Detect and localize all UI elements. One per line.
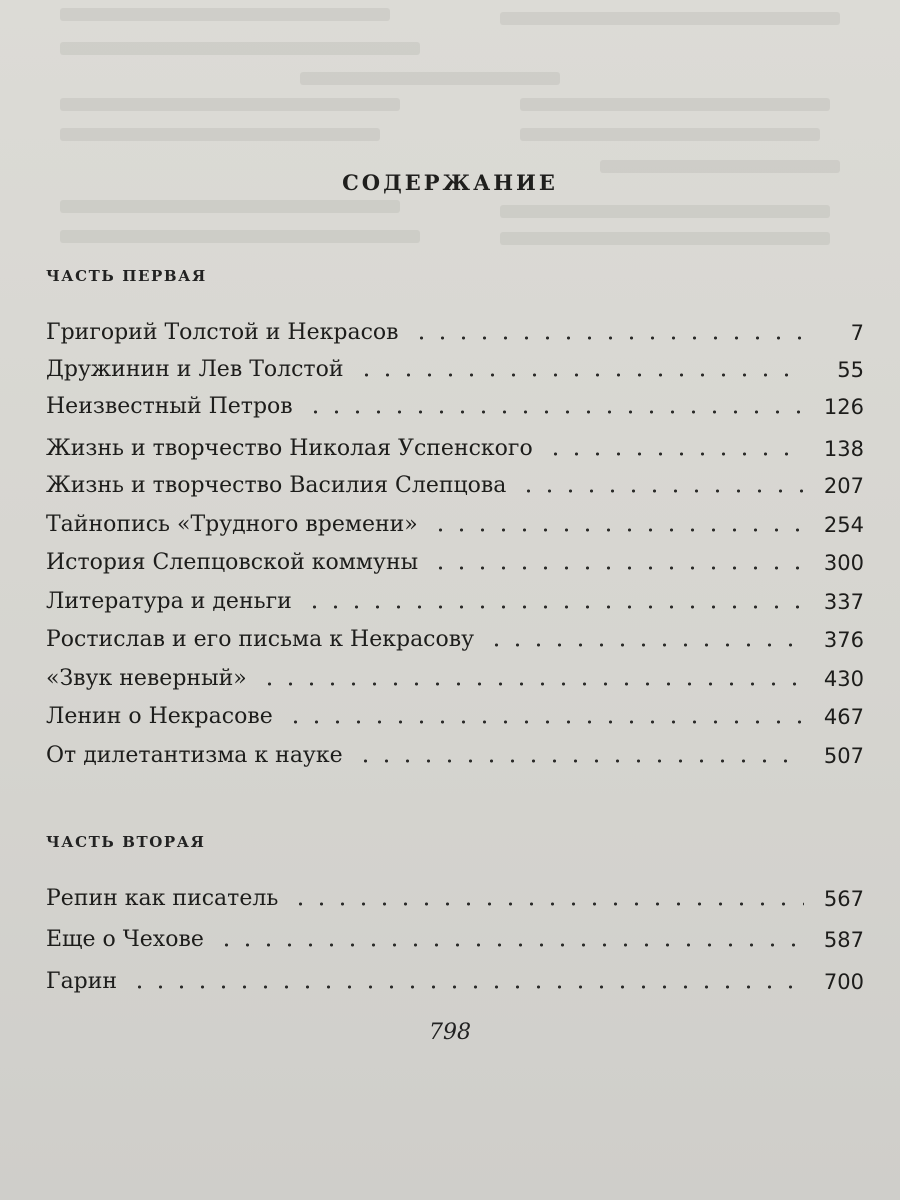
dot-leader <box>349 756 804 766</box>
dot-leader <box>424 525 804 535</box>
toc-entry-page: 700 <box>823 970 864 994</box>
part-one-title: ЧАСТЬ ПЕРВАЯ <box>46 267 207 285</box>
toc-entry-title: Репин как писатель <box>46 886 279 911</box>
toc-entry-page: 430 <box>823 667 864 691</box>
toc-entry-title: Жизнь и творчество Николая Успенского <box>46 436 533 461</box>
toc-entry[interactable] <box>46 430 864 468</box>
toc-entry-page: 138 <box>823 437 864 461</box>
dot-leader <box>253 679 804 689</box>
toc-entry-page: 207 <box>823 474 864 498</box>
dot-leader <box>299 407 804 417</box>
toc-entry-title: Ростислав и его письма к Некрасову <box>46 627 475 652</box>
toc-entry[interactable] <box>46 880 864 918</box>
bleed-through-text <box>0 0 900 250</box>
page-number: 798 <box>429 1020 471 1045</box>
toc-entry-title: Неизвестный Петров <box>46 394 293 419</box>
toc-entry-page: 126 <box>823 395 864 419</box>
toc-entry[interactable] <box>46 698 864 736</box>
toc-entry-page: 587 <box>823 928 864 952</box>
dot-leader <box>298 602 804 612</box>
toc-entry[interactable] <box>46 314 864 352</box>
toc-entry-title: Литература и деньги <box>46 589 292 614</box>
toc-entry-page: 254 <box>823 513 864 537</box>
dot-leader <box>350 370 804 380</box>
toc-entry[interactable] <box>46 921 864 959</box>
toc-entry-title: Ленин о Некрасове <box>46 704 273 729</box>
toc-entry-page: 467 <box>823 705 864 729</box>
dot-leader <box>210 940 804 950</box>
toc-entry[interactable] <box>46 583 864 621</box>
toc-entry-page: 337 <box>823 590 864 614</box>
toc-entry-title: Жизнь и творчество Василия Слепцова <box>46 473 507 498</box>
toc-entry-page: 567 <box>823 887 864 911</box>
toc-entry-page: 55 <box>837 358 864 382</box>
toc-entry-title: Еще о Чехове <box>46 927 204 952</box>
toc-entry[interactable] <box>46 506 864 544</box>
toc-entry[interactable] <box>46 351 864 389</box>
toc-entry[interactable] <box>46 660 864 698</box>
toc-entry[interactable] <box>46 737 864 775</box>
toc-entry-title: Дружинин и Лев Толстой <box>46 357 344 382</box>
toc-entry-page: 300 <box>823 551 864 575</box>
toc-entry-title: История Слепцовской коммуны <box>46 550 419 575</box>
toc-entry-title: Гарин <box>46 969 118 994</box>
toc-entry[interactable] <box>46 467 864 505</box>
toc-entry-title: «Звук неверный» <box>46 666 247 691</box>
part-two-title: ЧАСТЬ ВТОРАЯ <box>46 833 206 851</box>
toc-entry[interactable] <box>46 388 864 426</box>
dot-leader <box>480 640 804 650</box>
toc-entry[interactable] <box>46 621 864 659</box>
dot-leader <box>284 899 804 909</box>
dot-leader <box>424 563 804 573</box>
toc-entry-title: От дилетантизма к науке <box>46 743 343 768</box>
toc-entry[interactable] <box>46 963 864 1001</box>
toc-entry-page: 507 <box>823 744 864 768</box>
contents-heading: СОДЕРЖАНИЕ <box>342 170 558 195</box>
dot-leader <box>512 486 804 496</box>
dot-leader <box>539 449 804 459</box>
toc-entry[interactable] <box>46 544 864 582</box>
toc-entry-page: 376 <box>823 628 864 652</box>
dot-leader <box>123 982 804 992</box>
dot-leader <box>279 717 804 727</box>
toc-entry-page: 7 <box>850 321 864 345</box>
toc-entry-title: Тайнопись «Трудного времени» <box>46 512 418 537</box>
toc-entry-title: Григорий Толстой и Некрасов <box>46 320 399 345</box>
dot-leader <box>405 333 804 343</box>
